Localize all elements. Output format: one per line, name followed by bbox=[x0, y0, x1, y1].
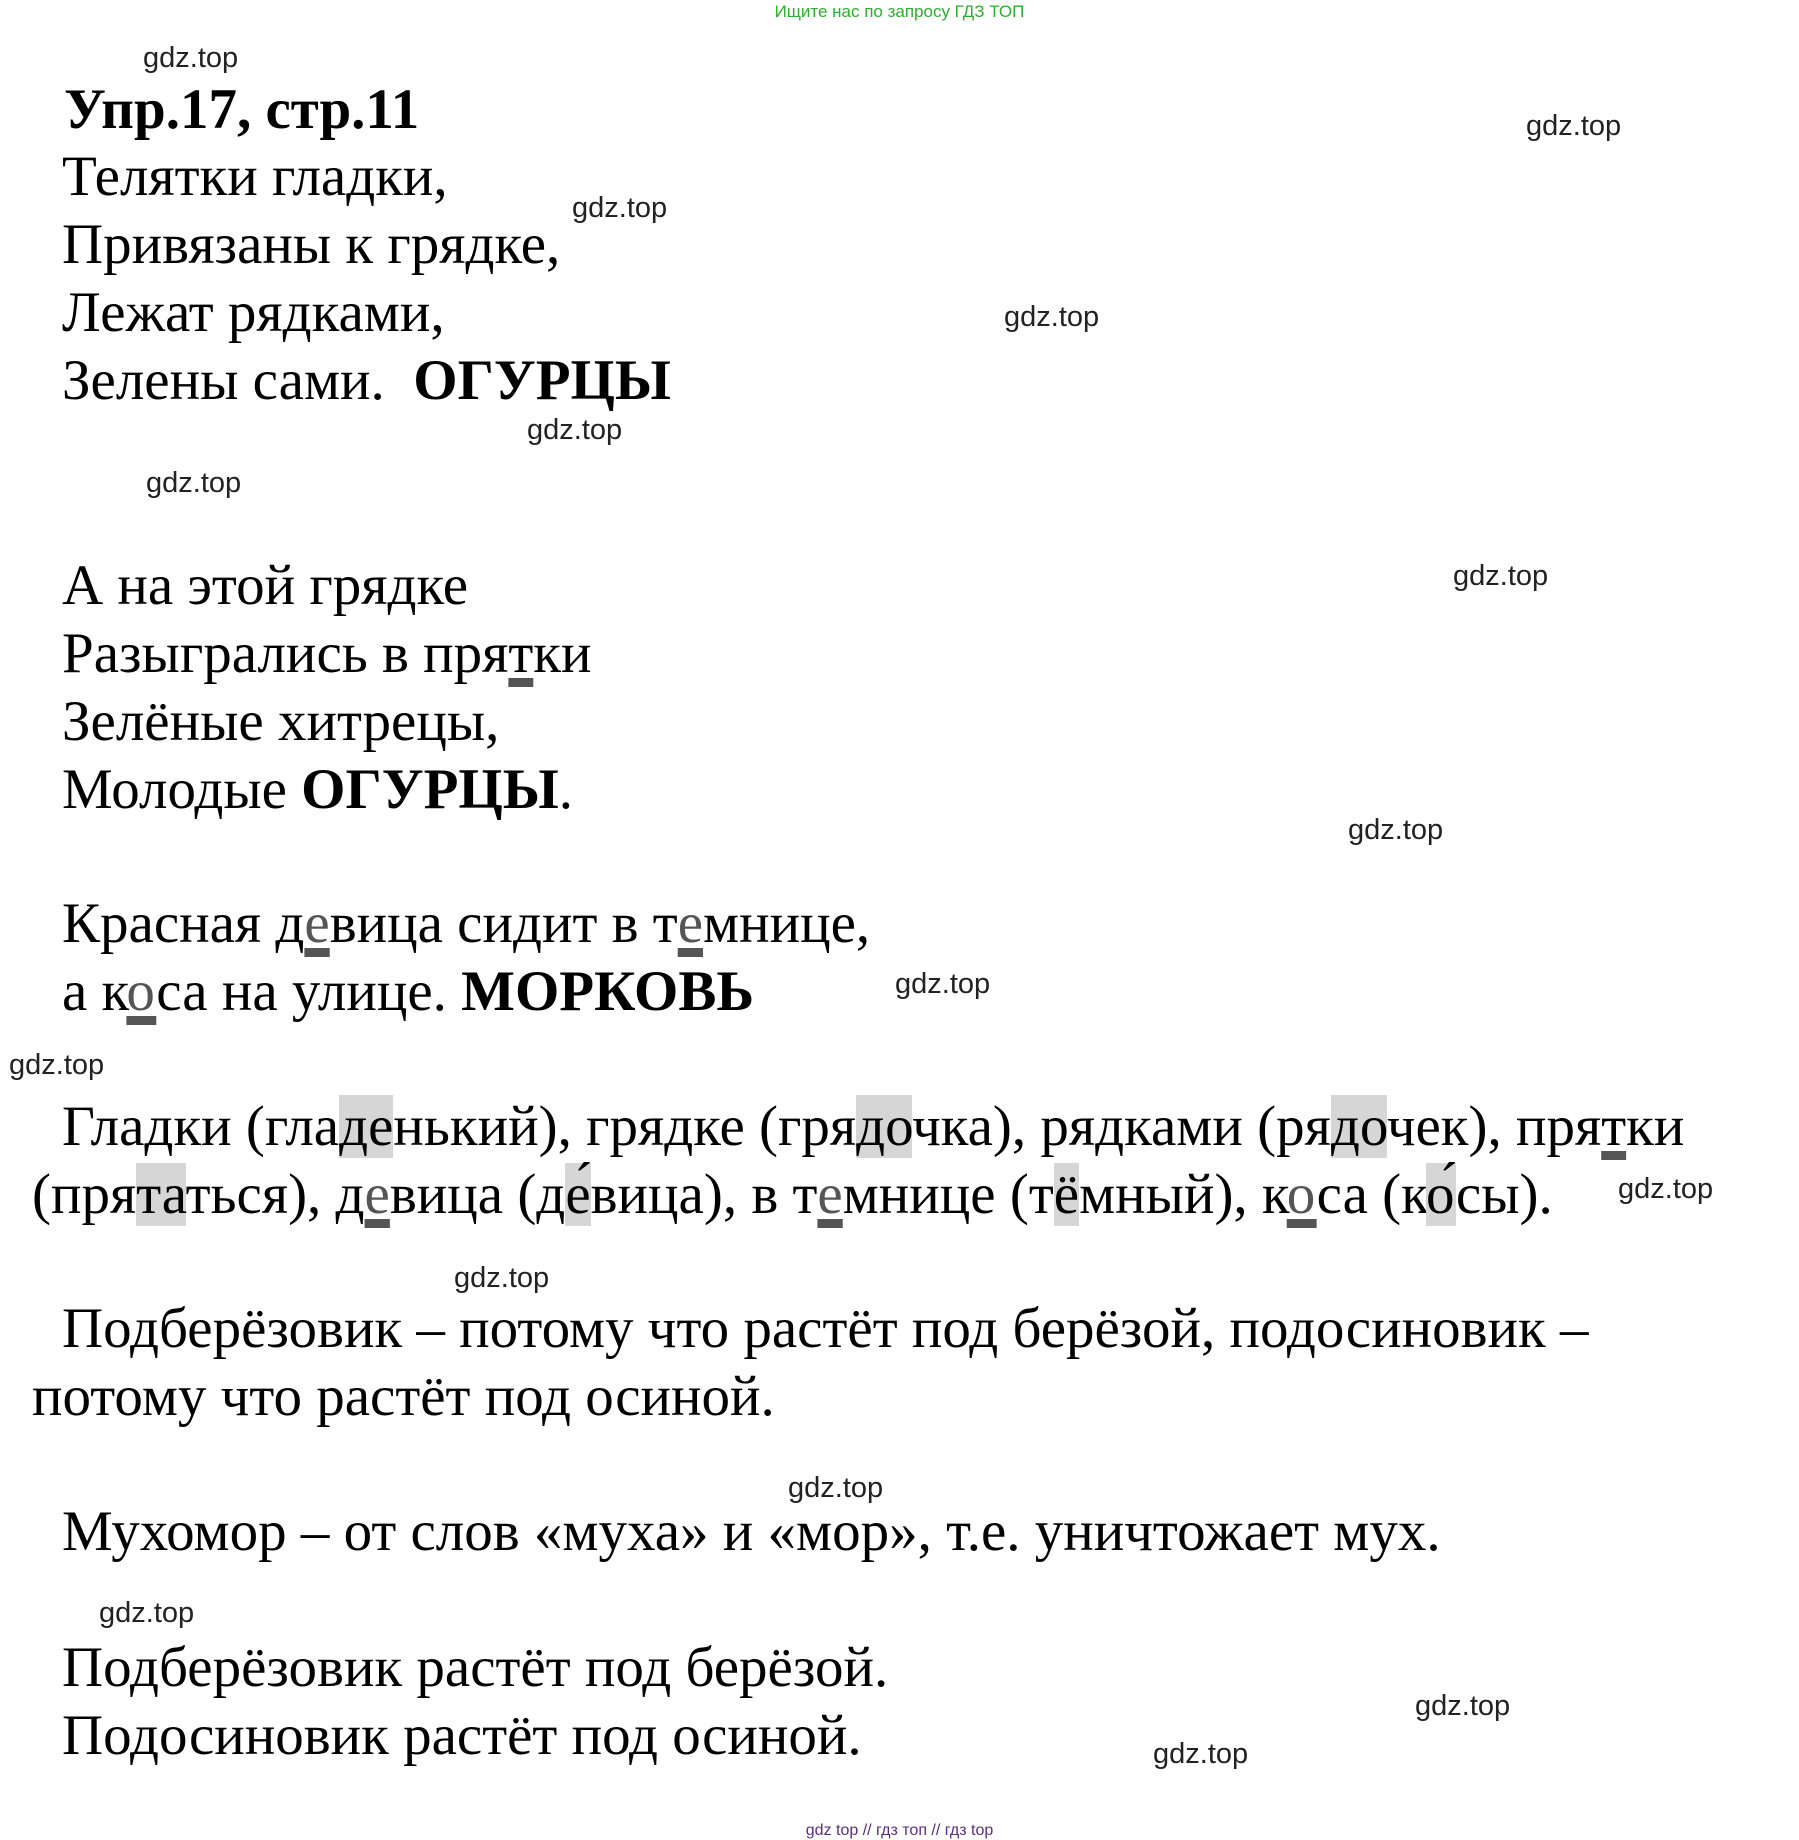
watermark: gdz.top bbox=[1526, 110, 1622, 142]
watermark: gdz.top bbox=[572, 192, 668, 224]
riddle3-line1: Красная девица сидит в темнице, bbox=[62, 892, 871, 955]
watermark: gdz.top bbox=[146, 467, 242, 499]
watermark: gdz.top bbox=[1415, 1690, 1511, 1722]
exercise-title: Упр.17, стр.11 bbox=[64, 78, 420, 141]
watermark: gdz.top bbox=[527, 414, 623, 446]
vowel-mark: о bbox=[126, 960, 157, 1023]
explain2: Мухомор – от слов «муха» и «мор», т.е. уничтожает мух. bbox=[62, 1500, 1441, 1563]
check-line2: (прятаться), девица (де́вица), в темнице (тёмный), коса (ко́сы). bbox=[32, 1163, 1553, 1226]
riddle1-line1: Телятки гладки, bbox=[62, 145, 448, 208]
consonant-mark: д bbox=[387, 554, 417, 617]
explain1-line1: Подберёзовик – потому что растёт под берёзой, подосиновик – bbox=[62, 1297, 1589, 1360]
riddle1-line3: Лежат рядками, bbox=[62, 281, 445, 344]
explain1-line2: потому что растёт под осиной. bbox=[32, 1365, 775, 1428]
watermark: gdz.top bbox=[1453, 560, 1549, 592]
check-highlight: ё bbox=[1053, 1163, 1080, 1226]
watermark: gdz.top bbox=[454, 1262, 550, 1294]
watermark: gdz.top bbox=[143, 42, 239, 74]
check-highlight: де bbox=[339, 1095, 394, 1158]
vowel-mark: е bbox=[304, 892, 330, 955]
riddle3-answer: МОРКОВЬ bbox=[461, 960, 755, 1023]
watermark: gdz.top bbox=[788, 1472, 884, 1504]
watermark: gdz.top bbox=[1618, 1173, 1714, 1205]
riddle1-line4: Зелены сами. ОГУРЦЫ bbox=[62, 349, 671, 412]
watermark: gdz.top bbox=[1004, 301, 1100, 333]
vowel-mark: е bbox=[677, 892, 704, 955]
sentence1: Подберёзовик растёт под берёзой. bbox=[62, 1636, 889, 1699]
consonant-mark: д bbox=[465, 213, 495, 276]
consonant-mark: д bbox=[282, 281, 312, 344]
check-highlight: е́ bbox=[565, 1163, 591, 1226]
riddle2-line1: А на этой грядке bbox=[62, 554, 469, 617]
watermark: gdz.top bbox=[895, 968, 991, 1000]
consonant-mark: д bbox=[346, 145, 376, 208]
watermark: gdz.top bbox=[1153, 1738, 1249, 1770]
riddle2-line3: Зелёные хитрецы, bbox=[62, 690, 500, 753]
watermark: gdz.top bbox=[99, 1597, 195, 1629]
check-highlight: о́ bbox=[1425, 1163, 1456, 1226]
riddle2-answer: ОГУРЦЫ bbox=[301, 758, 559, 821]
riddle2-line4: Молодые ОГУРЦЫ. bbox=[62, 758, 573, 821]
riddle1-line2: Привязаны к грядке, bbox=[62, 213, 561, 276]
riddle2-line2: Разыгрались в прятки bbox=[62, 622, 592, 685]
watermark: gdz.top bbox=[1348, 814, 1444, 846]
check-highlight: до bbox=[1330, 1095, 1387, 1158]
check-highlight: до bbox=[856, 1095, 913, 1158]
riddle1-answer: ОГУРЦЫ bbox=[413, 349, 671, 412]
top-banner: Ищите нас по запросу ГДЗ ТОП bbox=[774, 2, 1025, 21]
riddle3-line2: а коса на улице. МОРКОВЬ bbox=[62, 960, 755, 1023]
check-highlight: та bbox=[136, 1163, 186, 1226]
sentence2: Подосиновик растёт под осиной. bbox=[62, 1704, 862, 1767]
consonant-mark: т bbox=[508, 622, 534, 685]
footer-links[interactable]: gdz top // гдз топ // гдз top bbox=[805, 1822, 994, 1839]
watermark: gdz.top bbox=[9, 1049, 105, 1081]
check-line1: Гладки (гладенький), грядке (грядочка), рядками (рядочек), прятки bbox=[62, 1095, 1685, 1158]
